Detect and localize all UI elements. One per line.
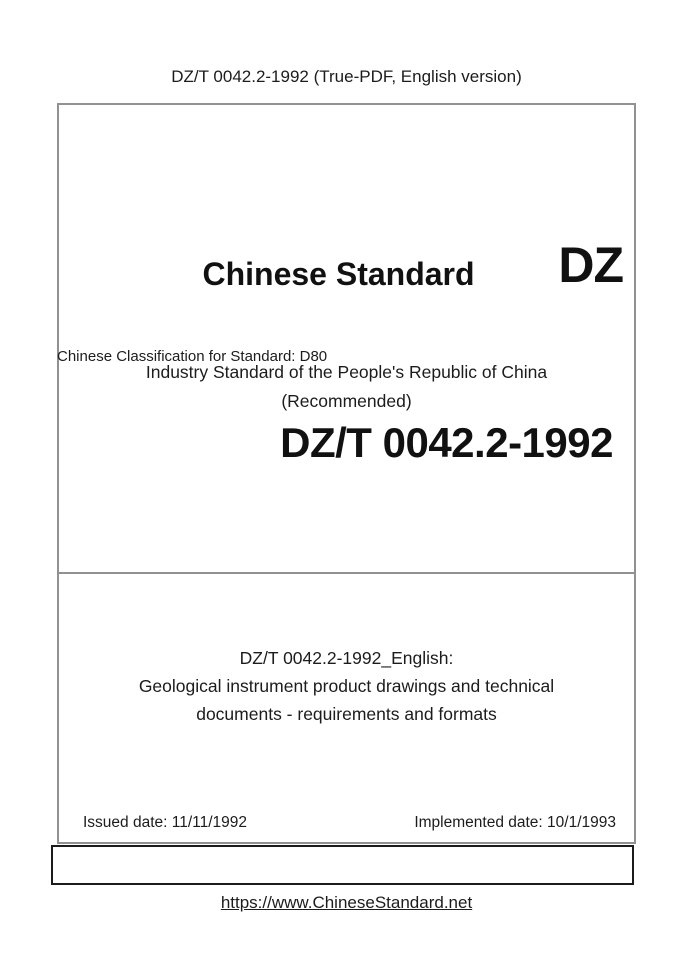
dates-row xyxy=(83,813,616,832)
standard-number: DZ/T 0042.2-1992 xyxy=(280,419,613,466)
implemented-date: Implemented date: 10/1/1993 xyxy=(414,814,616,831)
subtitle-line-2: (Recommended) xyxy=(281,391,412,411)
description-line-2: Geological instrument product drawings and technical xyxy=(138,676,555,696)
footer-link[interactable]: https://www.ChineseStandard.net xyxy=(220,893,473,912)
description-line-3: documents - requirements and formats xyxy=(196,704,497,724)
brand-title: Chinese Standard xyxy=(202,256,475,292)
footer-empty-box xyxy=(51,845,634,885)
standard-description xyxy=(0,644,693,728)
cover-main-box xyxy=(57,103,636,844)
standard-subtitle xyxy=(59,358,634,416)
footer xyxy=(0,892,693,914)
page-header-title: DZ/T 0042.2-1992 (True-PDF, English version) xyxy=(171,67,522,86)
classification-code: Chinese Classification for Standard: D80 xyxy=(57,348,328,365)
description-line-1: DZ/T 0042.2-1992_English: xyxy=(239,648,454,668)
standard-body-logo: DZ xyxy=(558,237,623,293)
section-divider xyxy=(57,572,636,574)
issued-date: Issued date: 11/11/1992 xyxy=(83,814,248,831)
subtitle-line-1: Industry Standard of the People's Republic of China xyxy=(145,362,548,382)
